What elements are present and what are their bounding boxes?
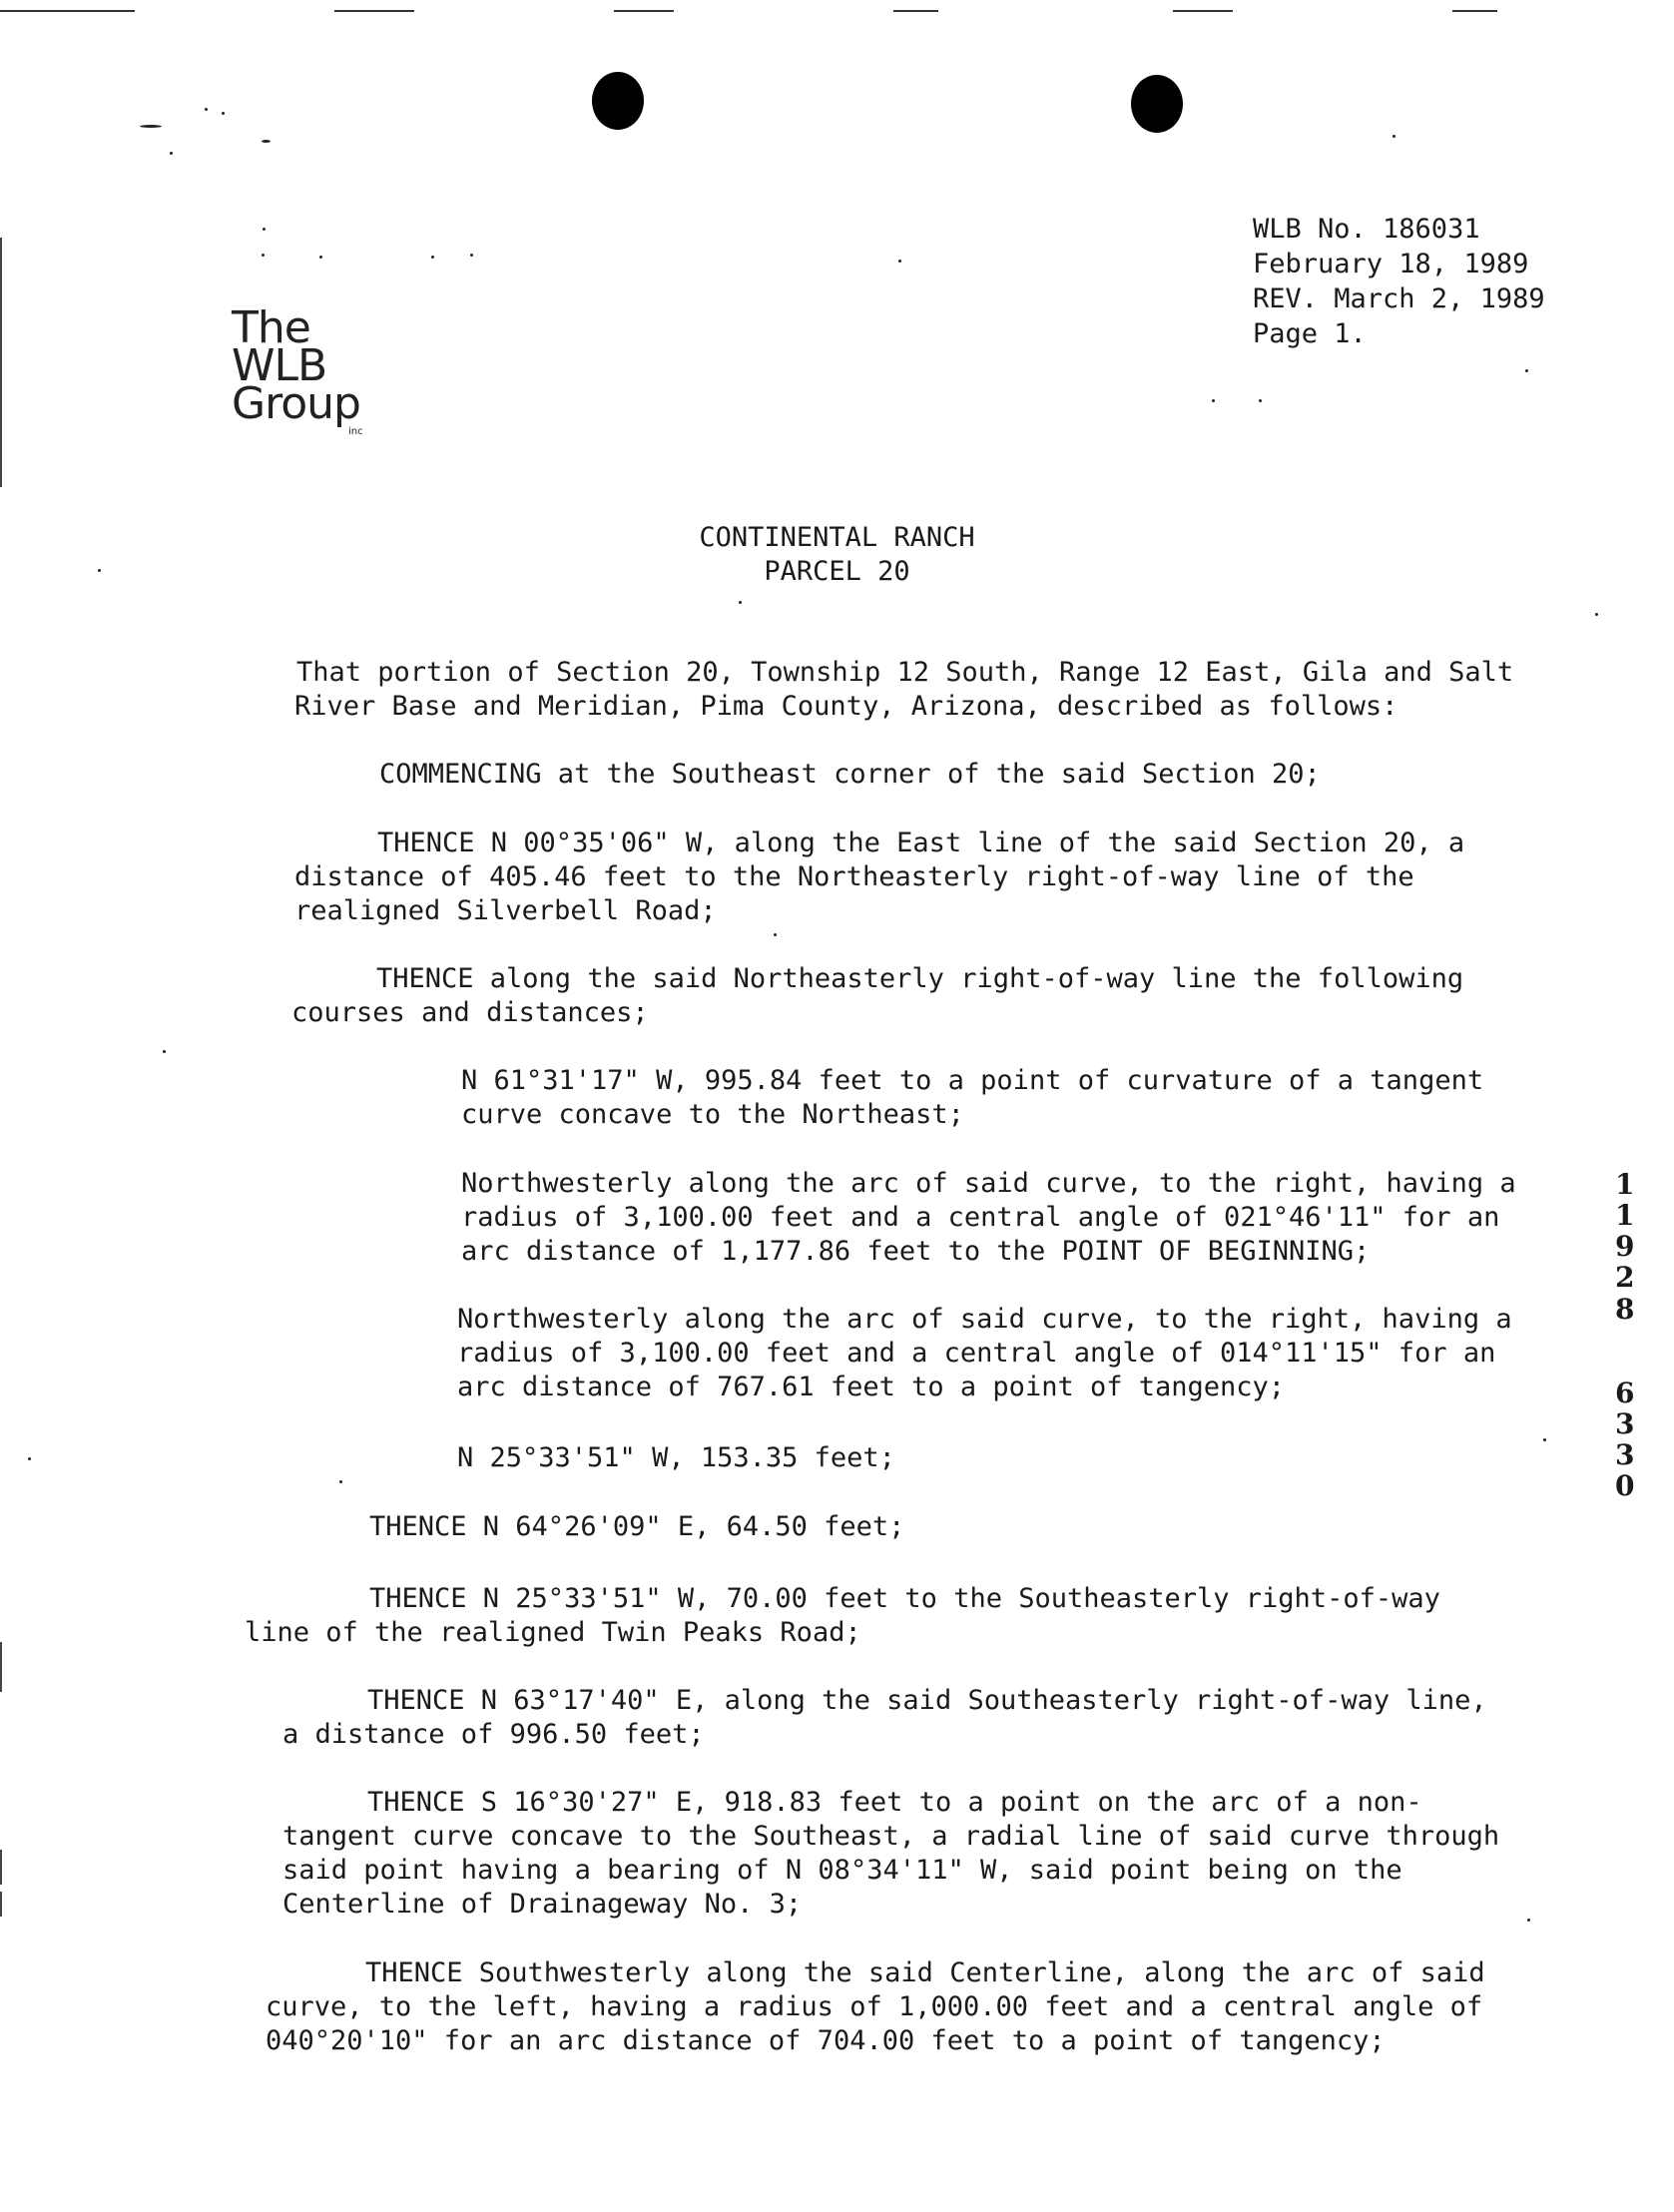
recording-digit: 1 bbox=[1615, 1168, 1635, 1201]
recording-digit: 3 bbox=[1615, 1438, 1635, 1471]
scan-speck bbox=[1212, 399, 1215, 402]
scan-speck bbox=[1259, 399, 1262, 402]
scan-edge-mark bbox=[0, 238, 2, 487]
body-line: line of the realigned Twin Peaks Road; bbox=[245, 1617, 861, 1648]
body-line: THENCE N 64°26'09" E, 64.50 feet; bbox=[369, 1511, 905, 1542]
body-line: River Base and Meridian, Pima County, Arizona, described as follows: bbox=[294, 691, 1398, 722]
scan-speck bbox=[1393, 135, 1395, 138]
scan-speck bbox=[1595, 613, 1598, 616]
logo-suffix: inc bbox=[348, 426, 363, 437]
body-line: curve, to the left, having a radius of 1,000.00 feet and a central angle of bbox=[266, 1991, 1483, 2022]
top-rule bbox=[1452, 10, 1497, 12]
recording-digit: 0 bbox=[1615, 1469, 1635, 1502]
scan-speck bbox=[262, 254, 265, 257]
scan-speck bbox=[319, 256, 322, 259]
recording-digit: 2 bbox=[1615, 1261, 1635, 1294]
body-line: N 61°31'17" W, 995.84 feet to a point of curvature of a tangent bbox=[461, 1065, 1484, 1096]
body-line: Centerline of Drainageway No. 3; bbox=[282, 1889, 803, 1920]
body-line: THENCE Southwesterly along the said Centerline, along the arc of said bbox=[365, 1957, 1485, 1988]
body-line: Northwesterly along the arc of said curve, to the right, having a bbox=[457, 1304, 1512, 1335]
logo-line-wlb: WLB bbox=[232, 340, 327, 391]
scan-edge-mark bbox=[0, 1892, 2, 1917]
body-line: realigned Silverbell Road; bbox=[294, 895, 717, 926]
body-line: a distance of 996.50 feet; bbox=[282, 1719, 705, 1750]
scan-speck bbox=[1543, 1438, 1546, 1441]
scan-edge-mark bbox=[0, 1642, 2, 1692]
logo-line-group: Group bbox=[232, 378, 360, 429]
body-line: said point having a bearing of N 08°34'11" W, said point being on the bbox=[282, 1855, 1402, 1886]
body-line: THENCE N 00°35'06" W, along the East line of the said Section 20, a bbox=[377, 828, 1465, 858]
scan-speck bbox=[170, 152, 173, 155]
scan-speck bbox=[1527, 1919, 1530, 1922]
logo-line-the: The bbox=[232, 302, 310, 353]
body-line: courses and distances; bbox=[291, 997, 649, 1028]
body-line: radius of 3,100.00 feet and a central angle of 014°11'15" for an bbox=[457, 1338, 1496, 1369]
body-line: COMMENCING at the Southeast corner of the said Section 20; bbox=[379, 759, 1321, 790]
body-line: tangent curve concave to the Southeast, a radial line of said curve through bbox=[282, 1821, 1500, 1852]
body-line: radius of 3,100.00 feet and a central angle of 021°46'11" for an bbox=[461, 1202, 1500, 1233]
body-line: N 25°33'51" W, 153.35 feet; bbox=[457, 1442, 895, 1473]
top-rule bbox=[0, 10, 135, 12]
recording-digit: 1 bbox=[1615, 1199, 1635, 1232]
top-rule bbox=[1173, 10, 1233, 12]
body-line: THENCE along the said Northeasterly right-of-way line the following bbox=[376, 963, 1464, 994]
revision-date: REV. March 2, 1989 bbox=[1253, 283, 1545, 314]
body-line: 040°20'10" for an arc distance of 704.00 feet to a point of tangency; bbox=[266, 2025, 1386, 2056]
top-rule bbox=[334, 10, 414, 12]
scan-speck bbox=[263, 228, 266, 231]
body-line: THENCE S 16°30'27" E, 918.83 feet to a point on the arc of a non- bbox=[367, 1787, 1422, 1818]
scan-speck bbox=[774, 933, 777, 936]
scan-speck bbox=[1525, 369, 1528, 372]
top-rule bbox=[893, 10, 938, 12]
scan-speck bbox=[470, 254, 473, 257]
document-date: February 18, 1989 bbox=[1253, 249, 1529, 279]
body-line: arc distance of 1,177.86 feet to the POINT OF BEGINNING; bbox=[461, 1236, 1371, 1267]
body-line: That portion of Section 20, Township 12 South, Range 12 East, Gila and Salt bbox=[296, 657, 1514, 688]
punch-hole bbox=[1131, 75, 1183, 133]
body-line: distance of 405.46 feet to the Northeasterly right-of-way line of the bbox=[294, 861, 1414, 892]
recording-digit: 9 bbox=[1615, 1230, 1635, 1263]
scan-speck bbox=[140, 125, 162, 128]
scan-speck bbox=[739, 601, 742, 604]
scan-speck bbox=[898, 260, 901, 263]
scan-edge-mark bbox=[0, 1850, 2, 1885]
recording-digit: 3 bbox=[1615, 1407, 1635, 1440]
body-line: arc distance of 767.61 feet to a point of tangency; bbox=[457, 1372, 1286, 1402]
body-line: curve concave to the Northeast; bbox=[461, 1099, 964, 1130]
recording-digit: 8 bbox=[1615, 1293, 1635, 1326]
scan-speck bbox=[222, 112, 225, 115]
body-line: Northwesterly along the arc of said curve, to the right, having a bbox=[461, 1168, 1516, 1199]
scan-speck bbox=[431, 256, 434, 259]
scan-speck bbox=[28, 1457, 31, 1460]
body-line: THENCE N 63°17'40" E, along the said Southeasterly right-of-way line, bbox=[367, 1685, 1487, 1716]
recording-digit: 6 bbox=[1615, 1377, 1635, 1409]
document-subtitle: PARCEL 20 bbox=[764, 556, 910, 587]
punch-hole bbox=[592, 72, 644, 130]
company-logo bbox=[232, 302, 363, 437]
page-number: Page 1. bbox=[1253, 318, 1367, 349]
document-title: CONTINENTAL RANCH bbox=[699, 522, 975, 553]
scan-speck bbox=[205, 108, 208, 111]
scan-speck bbox=[339, 1480, 342, 1483]
top-rule bbox=[614, 10, 674, 12]
scan-speck bbox=[163, 1050, 166, 1053]
body-line: THENCE N 25°33'51" W, 70.00 feet to the Southeasterly right-of-way bbox=[369, 1583, 1440, 1614]
job-number: WLB No. 186031 bbox=[1253, 214, 1480, 245]
scan-speck bbox=[262, 140, 271, 143]
